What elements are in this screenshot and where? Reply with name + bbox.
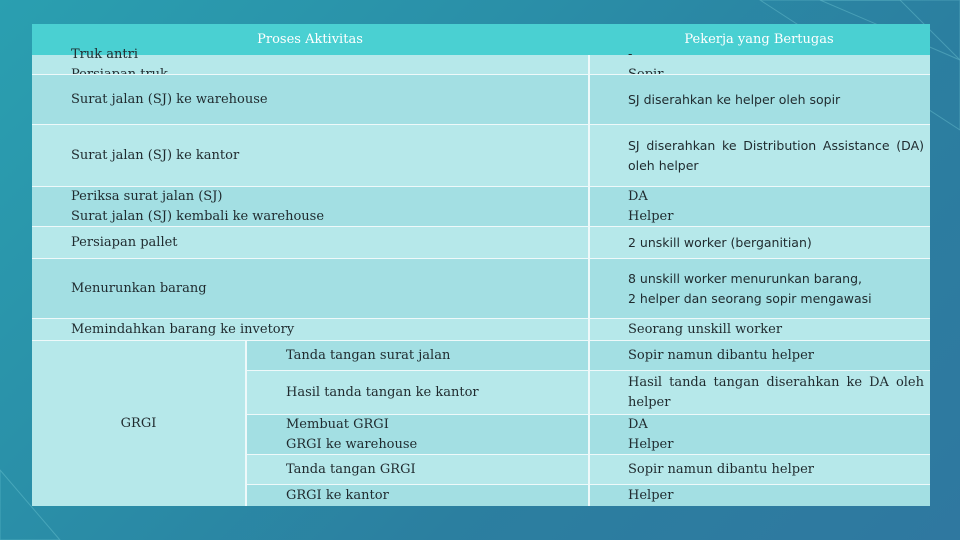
group-label: GRGI xyxy=(120,415,157,431)
activity-cell xyxy=(32,227,588,259)
cell-text: Tanda tangan surat jalan xyxy=(286,348,451,363)
cell-text: Tanda tangan GRGI xyxy=(286,462,416,477)
cell-text: 2 helper dan seorang sopir mengawasi xyxy=(628,291,872,306)
group-activity-cell xyxy=(286,371,588,415)
group-worker-cell xyxy=(620,341,930,371)
cell-text: Surat jalan (SJ) ke warehouse xyxy=(71,92,268,107)
group-worker-cell xyxy=(620,485,930,506)
activity-cell xyxy=(32,47,588,75)
cell-text: Helper xyxy=(628,487,674,503)
cell-text: SJ diserahkan ke helper oleh sopir xyxy=(628,92,841,107)
cell-text: Hasil tanda tangan diserahkan ke DA oleh helper xyxy=(628,375,924,410)
group-activity-cell xyxy=(286,341,588,371)
worker-cell xyxy=(620,319,930,341)
cell-text: Sopir namun dibantu helper xyxy=(628,348,814,363)
group-activity-cell xyxy=(286,485,588,506)
cell-text: Persiapan pallet xyxy=(71,235,178,250)
activity-cell xyxy=(32,319,588,341)
group-label-cell xyxy=(32,341,245,506)
cell-text: 2 unskill worker (berganitian) xyxy=(628,235,812,250)
worker-cell xyxy=(620,187,930,227)
cell-text: Memindahkan barang ke invetory xyxy=(71,322,295,337)
cell-text: SJ diserahkan ke Distribution Assistance (DA) oleh helper xyxy=(628,138,924,173)
cell-text: DA xyxy=(628,417,648,432)
cell-text: Helper xyxy=(628,209,674,224)
cell-text: Membuat GRGI xyxy=(286,417,389,432)
worker-cell xyxy=(620,227,930,259)
group-worker-cell xyxy=(620,371,930,415)
group-divider xyxy=(245,341,247,506)
cell-text: GRGI ke kantor xyxy=(286,487,389,503)
activity-cell xyxy=(32,259,588,319)
activity-cell xyxy=(32,125,588,187)
header-proses-aktivitas: Proses Aktivitas xyxy=(32,24,588,55)
group-worker-cell xyxy=(620,455,930,485)
activity-table xyxy=(32,24,930,506)
cell-text: Sopir namun dibantu helper xyxy=(628,462,814,477)
cell-text: - xyxy=(628,47,633,62)
cell-text: Surat jalan (SJ) kembali ke warehouse xyxy=(71,209,325,224)
group-worker-cell xyxy=(620,415,930,455)
cell-text: Surat jalan (SJ) ke kantor xyxy=(71,148,240,163)
worker-cell xyxy=(620,125,930,187)
activity-cell xyxy=(32,187,588,227)
worker-cell xyxy=(620,259,930,319)
cell-text: Seorang unskill worker xyxy=(628,322,783,337)
group-activity-cell xyxy=(286,455,588,485)
cell-text: Periksa surat jalan (SJ) xyxy=(71,189,223,204)
cell-text: GRGI ke warehouse xyxy=(286,437,418,452)
worker-cell xyxy=(620,75,930,125)
group-activity-cell xyxy=(286,415,588,455)
cell-text: Truk antri xyxy=(71,47,138,62)
activity-cell xyxy=(32,75,588,125)
cell-text: Helper xyxy=(628,437,674,452)
column-divider xyxy=(588,55,590,506)
cell-text: DA xyxy=(628,189,648,204)
worker-cell xyxy=(620,47,930,75)
header-pekerja-bertugas: Pekerja yang Bertugas xyxy=(588,24,930,55)
cell-text: 8 unskill worker menurunkan barang, xyxy=(628,271,863,286)
cell-text: Hasil tanda tangan ke kantor xyxy=(286,385,479,400)
cell-text: Menurunkan barang xyxy=(71,281,207,296)
